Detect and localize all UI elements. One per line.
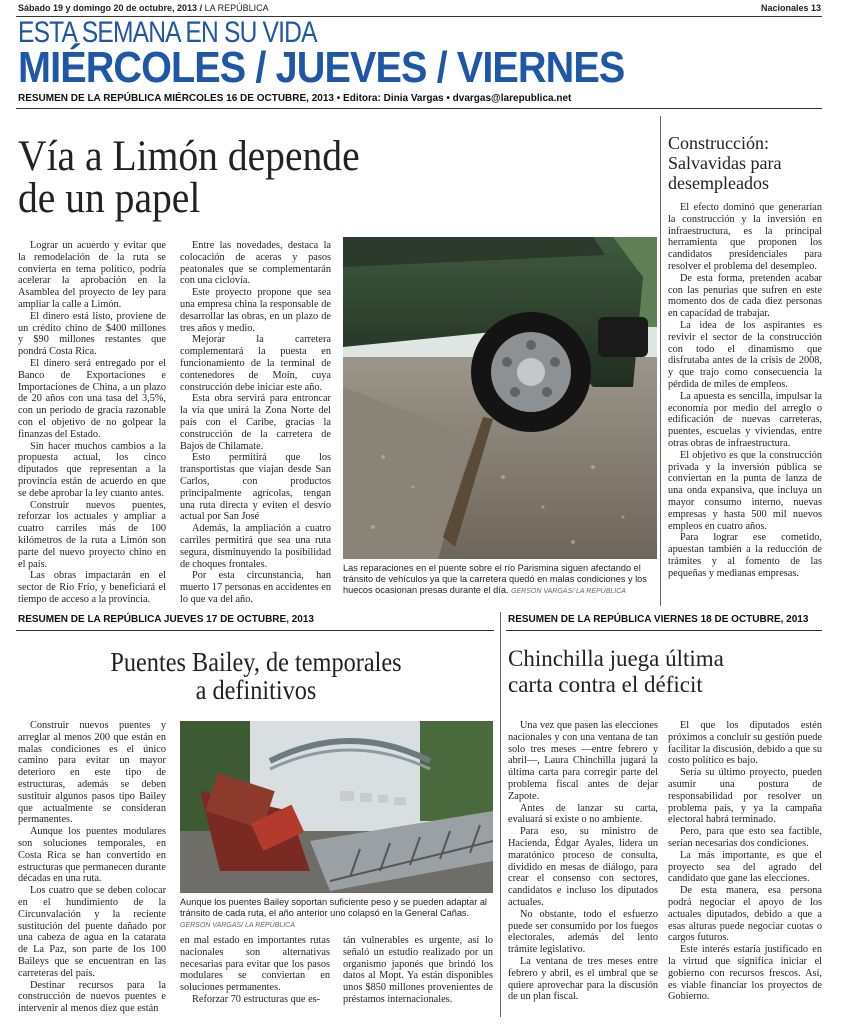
paragraph: Entre las novedades, destaca la colocación de aceras y pasos peatonales que se complementarán con una ciclovía. bbox=[180, 240, 331, 287]
car-on-damaged-road-photo bbox=[343, 237, 657, 559]
article2-column2 bbox=[180, 935, 330, 1006]
collapsed-bridge-photo bbox=[180, 721, 493, 893]
photo1-caption-text: Las reparaciones en el puente sobre el río Parismina siguen afectando el tránsito de vehículos ya que la carretera quedó en malas condiciones y los huecos ocasionan presas durante el día. bbox=[343, 563, 647, 595]
paragraph: Este interés estaría justificado en la virtud que significa iniciar el gobierno con recursos frescos. Así, es viable financiar los proyectos de Gobierno. bbox=[668, 944, 822, 1003]
paragraph: La apuesta es sencilla, impulsar la economía por medio del arreglo o edificación de nuevas carreteras, puentes, escuelas y viviendas, entre otras obras de infraestructura. bbox=[668, 390, 822, 449]
paragraph: Lograr un acuerdo y evitar que la remodelación de la ruta se convierta en tema político, podría acelerar la aprobación en la Asamblea del proyecto de ley para ampliar la calle a Limón. bbox=[18, 240, 166, 310]
paragraph: De esta forma, pretenden acabar con las penurias que sufren en este momento dos de cada diez personas en capacidad de trabajar. bbox=[668, 272, 822, 320]
paragraph: El que los diputados estén próximos a concluir su gestión puede facilitar la discusión, debido a que su costo político es bajo. bbox=[668, 720, 822, 767]
thursday-section-label: RESUMEN DE LA REPÚBLICA JUEVES 17 DE OCTUBRE, 2013 bbox=[18, 614, 314, 625]
paragraph: Antes de lanzar su carta, evaluará si existe o no ambiente. bbox=[508, 802, 658, 826]
article1-headline-line1: Vía a Limón depende bbox=[18, 133, 360, 180]
paragraph: Reforzar 70 estructuras que es- bbox=[192, 993, 321, 1005]
article3-column2 bbox=[668, 720, 822, 1003]
article2-column1 bbox=[18, 720, 166, 1015]
paragraph: La ventana de tres meses entre febrero y abril, es el umbral que se quiere aprovechar para la discusión de un plan fiscal. bbox=[508, 955, 658, 1003]
paragraph: El dinero está listo, proviene de un crédito chino de $400 millones y $90 millones restantes que pondrá Costa Rica. bbox=[18, 310, 166, 358]
paragraph: Mejorar la carretera complementará la puesta en funcionamiento de la terminal de contenedores de Moín, cuya construcción debe iniciar este año. bbox=[180, 334, 331, 393]
sidebar-headline-line3: desempleados bbox=[668, 173, 769, 193]
publication-name: LA REPÚBLICA bbox=[204, 3, 269, 13]
paragraph: Construir nuevos puentes y arreglar al menos 200 que están en malas condiciones es el único camino para evitar un mayor deterioro en este tipo de estructuras, además se deben sustituir algunos pasos tipo Bailey que actualmente se consideran permanentes. bbox=[18, 720, 166, 826]
paragraph: La más importante, es que el proyecto sea del agrado del candidato que gane las elecciones. bbox=[668, 849, 822, 885]
photo1-illustration bbox=[343, 237, 657, 559]
paragraph: en mal estado en importantes rutas nacionales son alternativas necesarias para evitar que los pasos modulares se conviertan en soluciones permanentes. bbox=[180, 935, 330, 994]
paragraph: Esto permitirá que los transportistas que viajan desde San Carlos, con productos principalmente agrícolas, tengan una ruta directa y eviten el desvío actual por San José bbox=[180, 452, 331, 523]
article1-headline bbox=[18, 133, 360, 222]
paragraph: Además, la ampliación a cuatro carriles permitirá que sea una ruta segura, disminuyendo la posibilidad de choques frontales. bbox=[180, 523, 331, 570]
article1-headline-line2: de un papel bbox=[18, 175, 201, 222]
article2-headline-line2: a definitivos bbox=[195, 675, 317, 705]
section-page-number: Nacionales 13 bbox=[760, 3, 821, 13]
article1-column1 bbox=[18, 240, 166, 606]
paragraph: Por esta circunstancia, han muerto 17 personas en accidentes en lo que va del año. bbox=[180, 570, 331, 605]
article1-column2 bbox=[180, 240, 331, 606]
friday-section-label: RESUMEN DE LA REPÚBLICA VIERNES 18 DE OCTUBRE, 2013 bbox=[508, 614, 809, 625]
paragraph: Sería su último proyecto, pueden asumir una postura de responsabilidad por resolver un problema país, y ya la campaña electoral habrá terminado. bbox=[668, 767, 822, 826]
article3-headline-line1: Chinchilla juega última bbox=[508, 646, 724, 671]
paragraph: tán vulnerables es urgente, así lo señaló un estudio realizado por un organismo japonés que brindó los datos al Mopt. Ya están disponibles unos $850 millones provenientes de préstamos internacionales. bbox=[343, 935, 493, 1005]
paragraph: Pero, para que esto sea factible, serían necesarias dos condiciones. bbox=[668, 826, 822, 849]
paragraph: Construir nuevos puentes, reforzar los actuales y ampliar a cuatro carriles más de 100 kilómetros de la ruta a Limón son parte del nuevo proyecto chino en el país. bbox=[18, 499, 166, 570]
page-date-line bbox=[18, 3, 269, 13]
issue-date: Sábado 19 y domingo 20 de octubre, 2013 bbox=[18, 3, 198, 13]
article2-headline bbox=[42, 648, 470, 704]
article2-headline-line1: Puentes Bailey, de temporales bbox=[110, 647, 402, 677]
date-separator: / bbox=[197, 3, 205, 13]
masthead-divider bbox=[16, 108, 822, 109]
photo1-caption bbox=[343, 563, 658, 597]
paragraph: Destinar recursos para la construcción de nuevos puentes e intervenir al menos diez que están bbox=[18, 979, 166, 1015]
sidebar-headline bbox=[668, 133, 828, 193]
paragraph: Sin hacer muchos cambios a la propuesta actual, los cinco diputados que representan a la provincia están de acuerdo en que se debe aprobar la ley cuanto antes. bbox=[18, 440, 166, 499]
sidebar-body bbox=[668, 202, 822, 580]
paragraph: La idea de los aspirantes es revivir el sector de la construcción con todo el dinamismo que disfrutaba antes de la crisis de 2008, y que trajo como consecuencia la pérdida de miles de empleos. bbox=[668, 319, 822, 390]
sidebar-headline-line2: Salvavidas para bbox=[668, 153, 782, 173]
photo2-caption-text: Aunque los puentes Bailey soportan suficiente peso y se pueden adaptar al tránsito de cada ruta, el año anterior uno colapsó en la General Cañas. bbox=[180, 897, 487, 918]
paragraph: Para lograr ese cometido, apuestan también a la reducción de trámites y al fomento de las pequeñas y medianas empresas. bbox=[668, 532, 822, 579]
article3-column1 bbox=[508, 720, 658, 1003]
paragraph: Esta obra servirá para entroncar la vía que unirá la Zona Norte del país con el Caribe, gracias la construcción de la carretera de Bajos de Chilamate. bbox=[180, 393, 331, 452]
article2-column3 bbox=[343, 935, 493, 1006]
paragraph: Aunque los puentes modulares son soluciones temporales, en Costa Rica se han convertido en estructuras que permanecen durante décadas en una ruta. bbox=[18, 826, 166, 885]
thursday-section-rule bbox=[16, 630, 494, 631]
sidebar-headline-line1: Construcción: bbox=[668, 133, 769, 153]
masthead-kicker: ESTA SEMANA EN SU VIDA bbox=[18, 16, 317, 49]
masthead-editor-line: RESUMEN DE LA REPÚBLICA MIÉRCOLES 16 DE OCTUBRE, 2013 • Editora: Dinia Vargas • dvargas@larepublica.net bbox=[18, 93, 572, 104]
friday-section-rule bbox=[506, 630, 822, 631]
paragraph: Una vez que pasen las elecciones nacionales y con una ventana de tan solo tres meses —entre febrero y abril—, Laura Chinchilla jugará la última carta para corregir parte del problema fiscal antes de dejar Zapote. bbox=[508, 720, 658, 802]
masthead-days: MIÉRCOLES / JUEVES / VIERNES bbox=[18, 43, 625, 92]
paragraph: Los cuatro que se deben colocar en el hundimiento de la Circunvalación y la reciente sustitución del puente dañado por una cabeza de agua en la catarata de La Paz, son parte de los 100 Baileys que se encuentran en las carreteras del país. bbox=[18, 885, 166, 979]
photo1-credit: GERSON VARGAS/ LA REPÚBLICA bbox=[511, 588, 626, 595]
paragraph: El dinero será entregado por el Banco de Exportaciones e Importaciones de China, a un plazo de 20 años con una tasa del 3,5%, con un periodo de gracia razonable con el objetivo de no golpear la finanzas del Estado. bbox=[18, 357, 166, 440]
paragraph: El efecto dominó que generarían la construcción y la inversión en infraestructura, es la principal herramienta que proponen los candidatos presidenciales para resolver el problema del desempleo. bbox=[668, 202, 822, 272]
paragraph: De esta manera, esa persona podrá negociar el apoyo de los actuales diputados, debido a que a esas alturas puede negociar cuotas o cargos futuros. bbox=[668, 885, 822, 944]
photo2-credit: GERSON VARGAS/ LA REPÚBLICA bbox=[180, 922, 295, 929]
paragraph: Las obras impactarán en el sector de Río Frío, y beneficiará el tiempo de acceso a la provincia. bbox=[18, 570, 166, 605]
photo2-illustration bbox=[180, 721, 493, 893]
photo2-caption bbox=[180, 897, 494, 931]
paragraph: El objetivo es que la construcción privada y la inversión pública se conviertan en la punta de lanza de una onda expansiva, que incluya un mayor consumo interno, nuevas empresas y hasta 500 mil nuevos empleos en cuatro años. bbox=[668, 449, 822, 532]
article3-headline-line2: carta contra el déficit bbox=[508, 672, 703, 697]
bottom-column-divider bbox=[500, 612, 501, 1017]
paragraph: No obstante, todo el esfuerzo puede ser consumido por los fuegos electorales, además del lento trámite legislativo. bbox=[508, 908, 658, 956]
paragraph: Este proyecto propone que sea una empresa china la responsable de desarrollar las obras, en un plazo de tres años y medio. bbox=[180, 287, 331, 334]
paragraph: Para eso, su ministro de Hacienda, Édgar Ayales, lidera un maratónico proceso de consulta, dividido en mesas de diálogo, para crear el consenso con sectores, candidatos e incluso los diputados actuales. bbox=[508, 826, 658, 908]
article3-headline bbox=[508, 646, 822, 698]
sidebar-divider bbox=[660, 116, 661, 606]
